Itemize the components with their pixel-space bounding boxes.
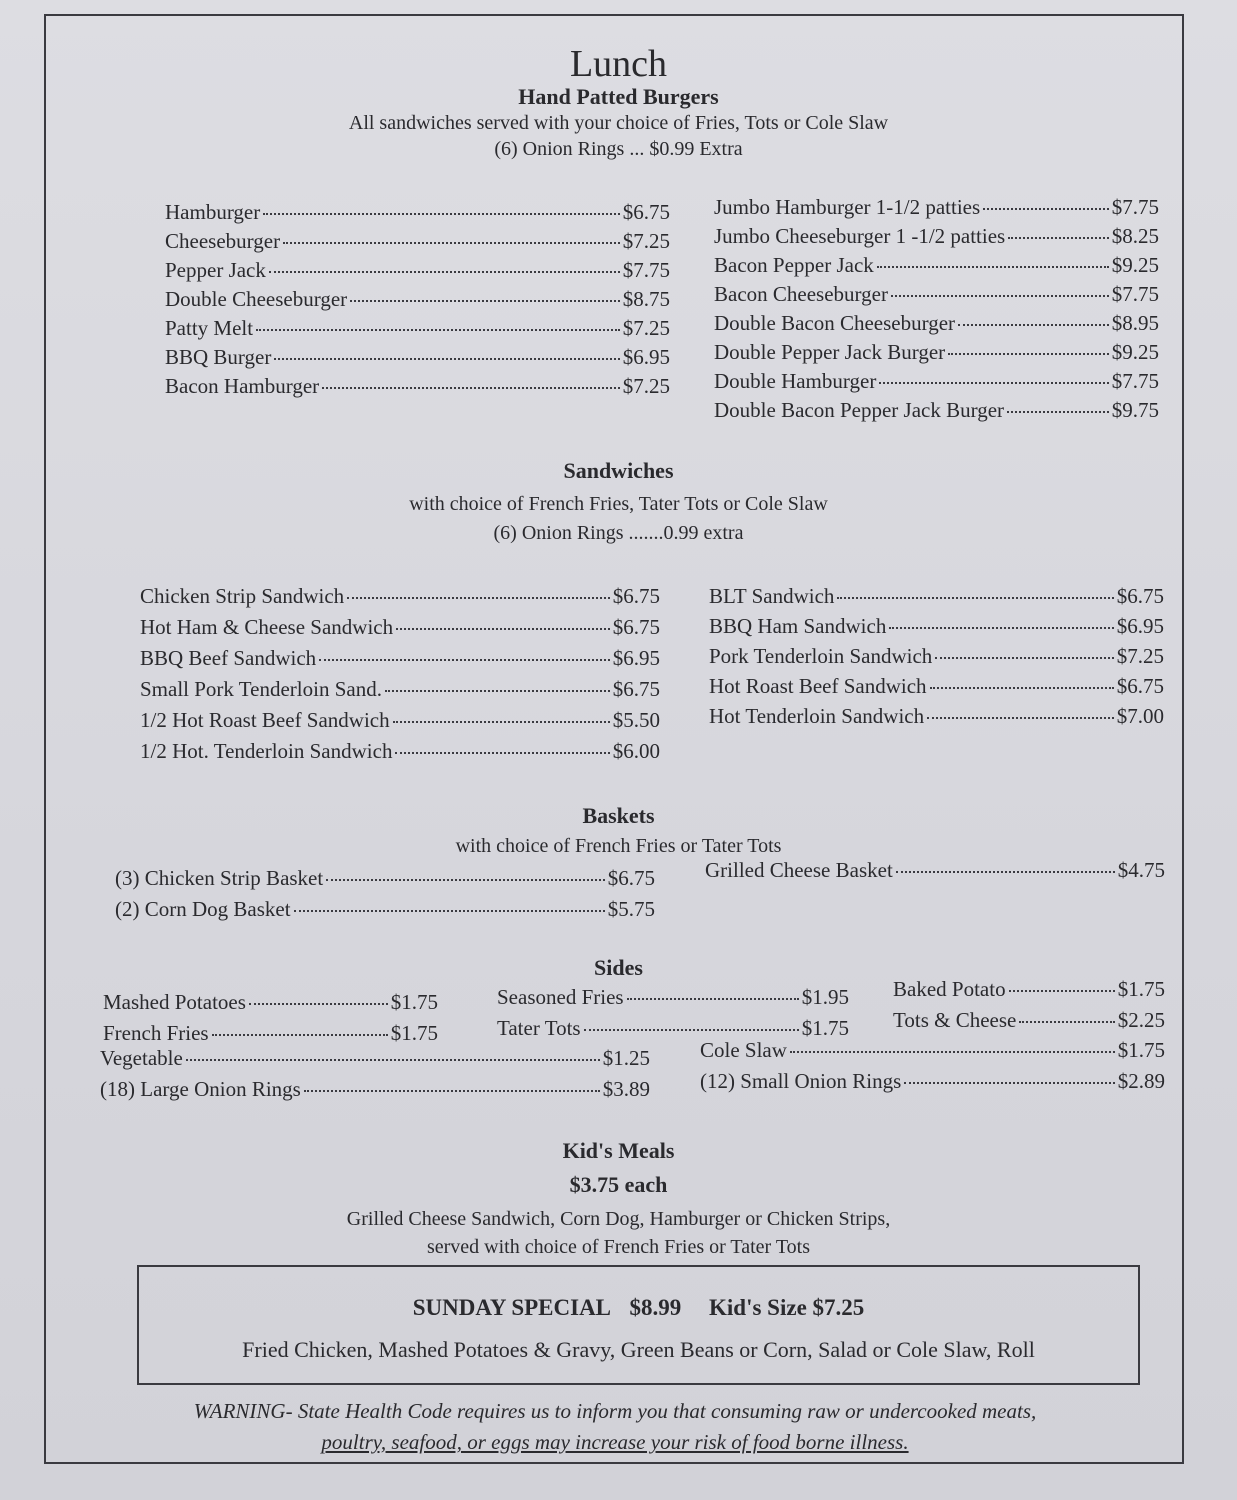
dot-leader (790, 1051, 1115, 1053)
menu-item-price: $1.75 (1117, 1038, 1165, 1062)
dot-leader (930, 687, 1114, 689)
menu-item (115, 866, 655, 891)
menu-item (100, 1077, 650, 1102)
special-title: SUNDAY SPECIAL (412, 1295, 610, 1320)
warning-line-1: WARNING- State Health Code requires us to inform you that consuming raw or undercooked meats, (193, 1399, 1037, 1423)
menu-item (700, 1069, 1165, 1094)
dot-leader (294, 910, 605, 912)
menu-item (103, 1021, 438, 1046)
menu-item-name: Vegetable (100, 1046, 183, 1070)
menu-item-name: Grilled Cheese Basket (705, 858, 893, 882)
special-price: $8.99 (629, 1295, 682, 1320)
dot-leader (1007, 411, 1109, 413)
menu-item (140, 646, 660, 671)
menu-item (714, 253, 1159, 278)
menu-item-price: $1.75 (801, 1016, 849, 1040)
menu-item-name: BLT Sandwich (709, 584, 835, 608)
kids-heading: Kid's Meals (562, 1138, 675, 1163)
dot-leader (584, 1029, 799, 1031)
dot-leader (904, 1082, 1114, 1084)
special-header (139, 1295, 1138, 1321)
dot-leader (319, 659, 610, 661)
menu-item-price: $6.75 (1116, 674, 1164, 698)
menu-item (714, 340, 1159, 365)
sides-heading: Sides (594, 955, 643, 980)
menu-item-name: Bacon Cheeseburger (714, 282, 888, 306)
menu-item-price: $6.75 (612, 615, 660, 639)
menu-item-price: $7.75 (1111, 369, 1159, 393)
menu-item (709, 704, 1164, 729)
menu-item (705, 858, 1165, 883)
dot-leader (927, 717, 1114, 719)
menu-item-price: $6.75 (612, 584, 660, 608)
menu-item-name: Tater Tots (497, 1016, 581, 1040)
menu-item (893, 977, 1165, 1002)
menu-item-price: $9.25 (1111, 340, 1159, 364)
menu-item (714, 311, 1159, 336)
dot-leader (837, 597, 1113, 599)
menu-item-price: $8.95 (1111, 311, 1159, 335)
menu-item-price: $7.25 (622, 316, 670, 340)
menu-item-name: BBQ Ham Sandwich (709, 614, 887, 638)
menu-item-price: $5.75 (607, 897, 655, 921)
menu-item-name: Cole Slaw (700, 1038, 787, 1062)
menu-item (165, 345, 670, 370)
menu-item (893, 1008, 1165, 1033)
dot-leader (396, 628, 610, 630)
menu-item-name: Jumbo Hamburger 1-1/2 patties (714, 195, 981, 219)
menu-item-name: (3) Chicken Strip Basket (115, 866, 324, 890)
dot-leader (983, 208, 1109, 210)
menu-title: Lunch (569, 43, 668, 85)
menu-item-price: $9.25 (1111, 253, 1159, 277)
menu-item-price: $1.25 (602, 1046, 650, 1070)
sandwiches-heading: Sandwiches (563, 458, 674, 483)
menu-item (140, 739, 660, 764)
menu-item-name: Double Pepper Jack Burger (714, 340, 946, 364)
menu-item-price: $9.75 (1111, 398, 1159, 422)
menu-item-price: $7.75 (1111, 282, 1159, 306)
menu-item (709, 644, 1164, 669)
menu-item-price: $8.25 (1111, 224, 1159, 248)
menu-item-price: $6.95 (1116, 614, 1164, 638)
sandwiches-onion-note: (6) Onion Rings .......0.99 extra (493, 522, 744, 544)
menu-item-name: (2) Corn Dog Basket (115, 897, 291, 921)
menu-item-name: Patty Melt (165, 316, 254, 340)
dot-leader (879, 382, 1108, 384)
dot-leader (350, 300, 620, 302)
dot-leader (186, 1059, 600, 1061)
menu-item-price: $6.75 (607, 866, 655, 890)
menu-item-name: Hot Tenderloin Sandwich (709, 704, 925, 728)
menu-item (165, 374, 670, 399)
menu-item (714, 398, 1159, 423)
dot-leader (304, 1090, 600, 1092)
menu-item-price: $7.25 (622, 229, 670, 253)
menu-item (165, 287, 670, 312)
menu-item (165, 229, 670, 254)
menu-item (140, 615, 660, 640)
menu-item-name: Double Cheeseburger (165, 287, 348, 311)
menu-item (714, 282, 1159, 307)
menu-item (165, 200, 670, 225)
health-warning (60, 1396, 1170, 1458)
menu-item-name: Jumbo Cheeseburger 1 -1/2 patties (714, 224, 1006, 248)
menu-item-name: Bacon Hamburger (165, 374, 320, 398)
dot-leader (877, 266, 1109, 268)
menu-item-price: $1.75 (390, 990, 438, 1014)
dot-leader (627, 998, 799, 1000)
menu-item-price: $1.75 (1117, 977, 1165, 1001)
dot-leader (322, 387, 620, 389)
menu-item (714, 195, 1159, 220)
menu-item-price: $2.89 (1117, 1069, 1165, 1093)
menu-item-price: $8.75 (622, 287, 670, 311)
dot-leader (256, 329, 620, 331)
menu-item-price: $7.75 (1111, 195, 1159, 219)
menu-item-price: $7.25 (622, 374, 670, 398)
menu-item-price: $3.89 (602, 1077, 650, 1101)
dot-leader (395, 752, 609, 754)
menu-item-name: Hamburger (165, 200, 261, 224)
dot-leader (326, 879, 605, 881)
menu-item-name: Baked Potato (893, 977, 1006, 1001)
menu-item-name: (18) Large Onion Rings (100, 1077, 301, 1101)
menu-item-name: French Fries (103, 1021, 209, 1045)
menu-item-name: Chicken Strip Sandwich (140, 584, 345, 608)
menu-item-price: $2.25 (1117, 1008, 1165, 1032)
menu-item-name: Double Bacon Pepper Jack Burger (714, 398, 1005, 422)
burgers-note: All sandwiches served with your choice of Fries, Tots or Cole Slaw (348, 112, 889, 134)
menu-item-name: Seasoned Fries (497, 985, 624, 1009)
menu-item (165, 316, 670, 341)
menu-item-name: BBQ Beef Sandwich (140, 646, 317, 670)
dot-leader (1019, 1021, 1114, 1023)
menu-item-price: $6.75 (612, 677, 660, 701)
dot-leader (1009, 990, 1115, 992)
menu-item-name: Cheeseburger (165, 229, 281, 253)
menu-item-name: (12) Small Onion Rings (700, 1069, 902, 1093)
dot-leader (896, 871, 1115, 873)
dot-leader (889, 627, 1113, 629)
dot-leader (393, 721, 610, 723)
menu-item (140, 708, 660, 733)
menu-item (140, 677, 660, 702)
warning-line-2: poultry, seafood, or eggs may increase your risk of food borne illness. (321, 1430, 909, 1454)
menu-item-price: $6.75 (622, 200, 670, 224)
menu-item-name: Mashed Potatoes (103, 990, 246, 1014)
baskets-note: with choice of French Fries or Tater Tots (455, 835, 782, 857)
kids-line-1: Grilled Cheese Sandwich, Corn Dog, Hamburger or Chicken Strips, (346, 1208, 891, 1230)
sunday-special-box (137, 1265, 1140, 1385)
menu-item-price: $7.75 (622, 258, 670, 282)
menu-item-name: 1/2 Hot. Tenderloin Sandwich (140, 739, 393, 763)
menu-item-price: $6.00 (612, 739, 660, 763)
menu-item-name: 1/2 Hot Roast Beef Sandwich (140, 708, 390, 732)
menu-item-price: $6.95 (622, 345, 670, 369)
menu-item (100, 1046, 650, 1071)
dot-leader (283, 242, 620, 244)
menu-item (700, 1038, 1165, 1063)
menu-item-name: Tots & Cheese (893, 1008, 1017, 1032)
menu-item (140, 584, 660, 609)
special-kids-price: Kid's Size $7.25 (709, 1295, 865, 1320)
menu-item-name: Pepper Jack (165, 258, 266, 282)
menu-item (115, 897, 655, 922)
menu-item-name: Pork Tenderloin Sandwich (709, 644, 933, 668)
dot-leader (958, 324, 1109, 326)
menu-item-price: $6.75 (1116, 584, 1164, 608)
dot-leader (891, 295, 1109, 297)
dot-leader (948, 353, 1109, 355)
menu-item-price: $7.00 (1116, 704, 1164, 728)
kids-line-2: served with choice of French Fries or Tater Tots (426, 1236, 811, 1258)
dot-leader (263, 213, 620, 215)
sandwiches-note: with choice of French Fries, Tater Tots or Cole Slaw (409, 493, 828, 515)
dot-leader (212, 1034, 388, 1036)
burgers-heading: Hand Patted Burgers (518, 84, 719, 109)
menu-item (709, 614, 1164, 639)
menu-item (497, 985, 849, 1010)
menu-item-name: BBQ Burger (165, 345, 272, 369)
menu-item-price: $1.75 (390, 1021, 438, 1045)
menu-item-name: Hot Ham & Cheese Sandwich (140, 615, 394, 639)
kids-price: $3.75 each (569, 1172, 668, 1197)
menu-item-price: $7.25 (1116, 644, 1164, 668)
special-items: Fried Chicken, Mashed Potatoes & Gravy, Green Beans or Corn, Salad or Cole Slaw, Roll (242, 1337, 1035, 1362)
menu-item-price: $6.95 (612, 646, 660, 670)
dot-leader (385, 690, 610, 692)
dot-leader (274, 358, 619, 360)
baskets-heading: Baskets (582, 803, 655, 828)
menu-item-name: Hot Roast Beef Sandwich (709, 674, 927, 698)
menu-item (103, 990, 438, 1015)
menu-item-price: $1.95 (801, 985, 849, 1009)
menu-item (709, 674, 1164, 699)
menu-item-price: $4.75 (1117, 858, 1165, 882)
dot-leader (347, 597, 610, 599)
dot-leader (249, 1003, 388, 1005)
menu-item (165, 258, 670, 283)
menu-item-name: Small Pork Tenderloin Sand. (140, 677, 382, 701)
menu-item-name: Double Bacon Cheeseburger (714, 311, 956, 335)
menu-item-price: $5.50 (612, 708, 660, 732)
dot-leader (935, 657, 1113, 659)
menu-item-name: Double Hamburger (714, 369, 877, 393)
menu-item (714, 369, 1159, 394)
menu-item (714, 224, 1159, 249)
menu-item-name: Bacon Pepper Jack (714, 253, 874, 277)
onion-rings-note: (6) Onion Rings ... $0.99 Extra (494, 138, 743, 160)
dot-leader (269, 271, 620, 273)
dot-leader (1008, 237, 1109, 239)
menu-item (709, 584, 1164, 609)
